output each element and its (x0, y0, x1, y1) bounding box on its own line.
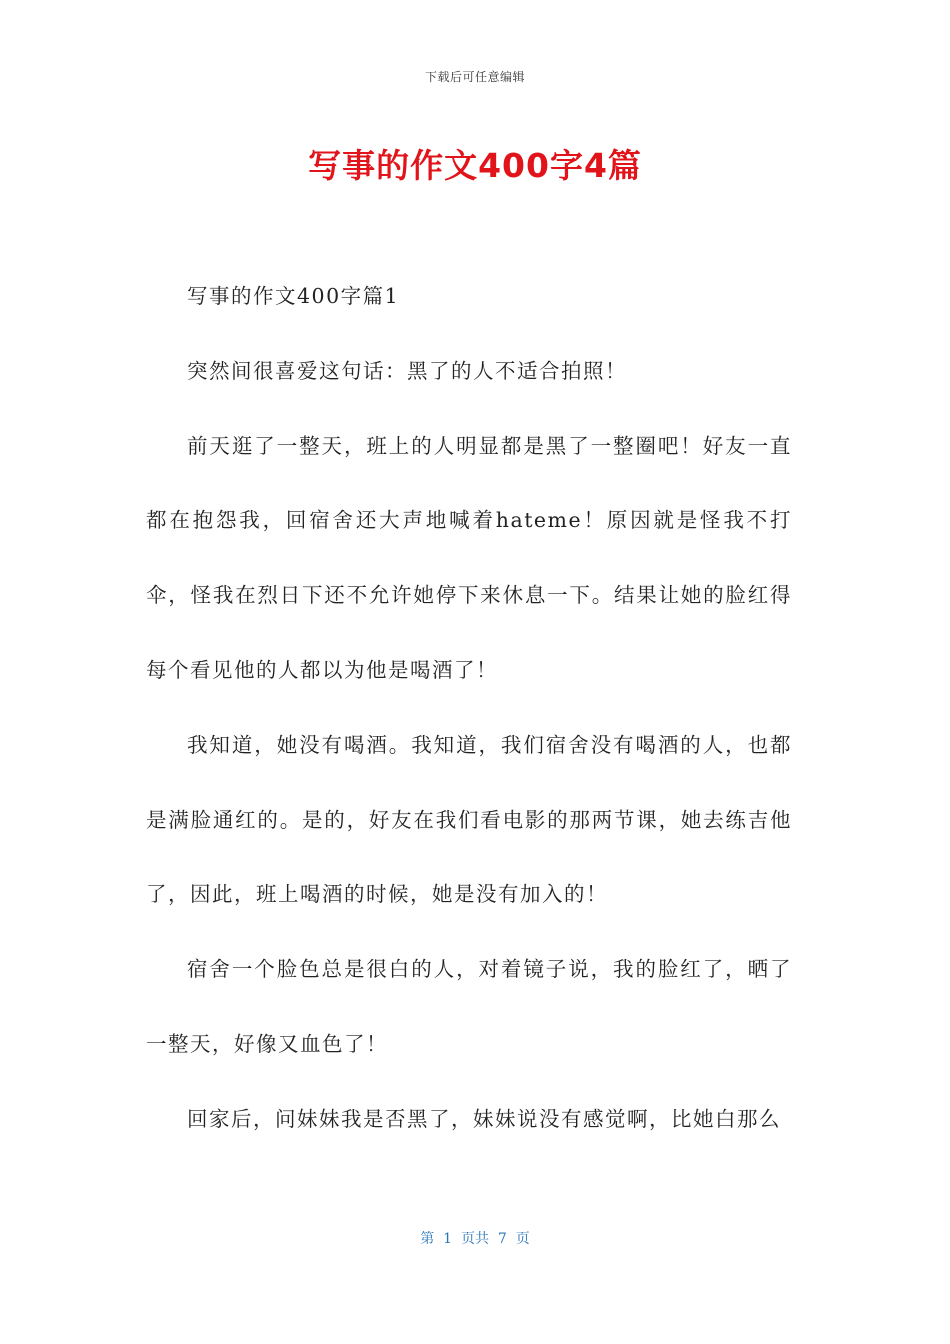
header-note: 下载后可任意编辑 (424, 70, 525, 84)
page-number-footer: 第 1 页共 7 页 (420, 1231, 530, 1247)
body-paragraph: 前天逛了一整天，班上的人明显都是黑了一整圈吧！好友一直都在抱怨我，回宿舍还大声地喊着hateme！原因就是怪我不打伞，怪我在烈日下还不允许她停下来休息一下。结果让她的脸红得每个看见他的人都以为他是喝酒了！ (146, 433, 792, 682)
body-paragraph: 我知道，她没有喝酒。我知道，我们宿舍没有喝酒的人，也都是满脸通红的。是的，好友在我们看电影的那两节课，她去练吉他了，因此，班上喝酒的时候，她是没有加入的！ (146, 732, 792, 907)
body-paragraph: 突然间很喜爱这句话：黑了的人不适合拍照！ (187, 358, 627, 383)
document-title: 写事的作文400字4篇 (308, 146, 642, 185)
body-paragraph: 宿舍一个脸色总是很白的人，对着镜子说，我的脸红了，晒了一整天，好像又血色了！ (146, 957, 792, 1056)
body-paragraph: 回家后，问妹妹我是否黑了，妹妹说没有感觉啊，比她白那么 (187, 1106, 781, 1131)
document-body (146, 259, 792, 1157)
section-heading: 写事的作文400字篇1 (187, 284, 400, 308)
